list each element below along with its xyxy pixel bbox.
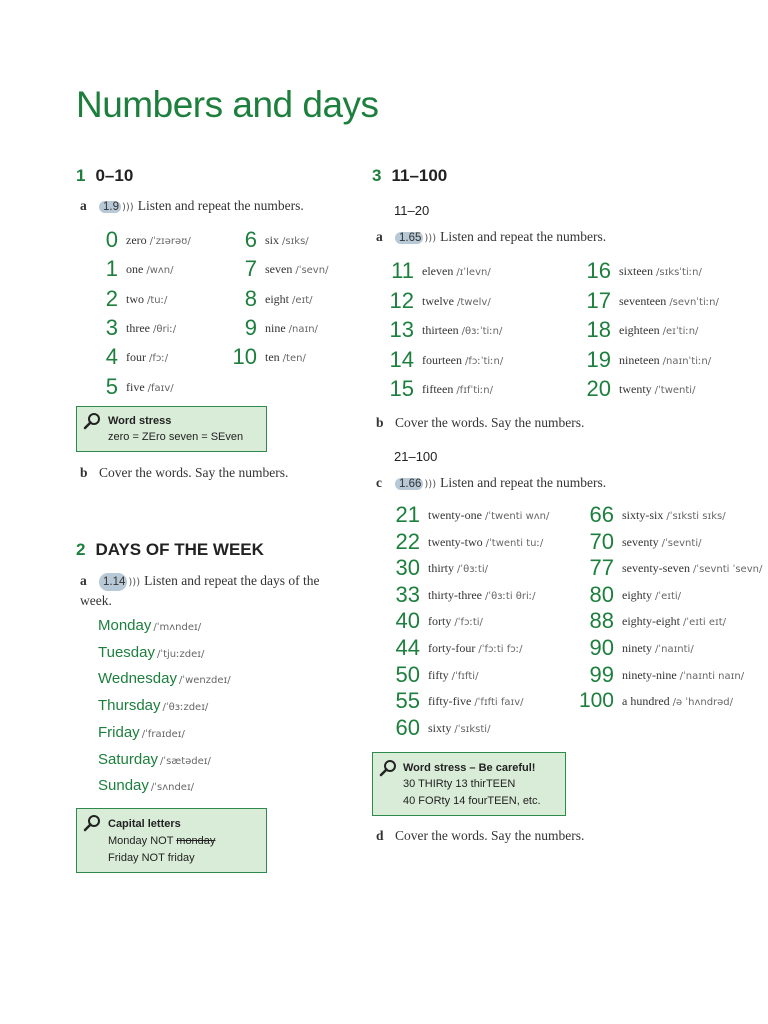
number-row bbox=[586, 317, 699, 343]
tip-line-2: Friday NOT friday bbox=[108, 852, 195, 864]
phonetic-transcription: /ˈtwenti tuː/ bbox=[485, 537, 544, 549]
number-digit: 88 bbox=[589, 608, 614, 634]
number-row bbox=[389, 346, 504, 373]
section-title: 11–100 bbox=[391, 166, 448, 185]
subheading-21-100: 21–100 bbox=[394, 449, 438, 464]
exercise-instruction: Cover the words. Say the numbers. bbox=[99, 465, 289, 480]
exercise-1a bbox=[80, 198, 304, 214]
number-row bbox=[105, 373, 174, 400]
phonetic-transcription: /sɪksˈtiːn/ bbox=[656, 267, 702, 278]
number-row bbox=[244, 227, 309, 253]
phonetic-transcription: /fɔːˈtiːn/ bbox=[464, 355, 504, 367]
audio-wave-icon[interactable]: ))) bbox=[424, 479, 437, 490]
phonetic-transcription: /ˈtwenti wʌn/ bbox=[484, 511, 550, 522]
number-word: four bbox=[126, 350, 146, 365]
section-number: 3 bbox=[372, 166, 382, 185]
exercise-letter: b bbox=[80, 465, 88, 480]
number-word: eighteen bbox=[619, 323, 660, 337]
section-1-heading bbox=[76, 166, 133, 186]
phonetic-transcription: /ˈsɪksti sɪks/ bbox=[666, 511, 726, 522]
number-digit: 1 bbox=[105, 256, 118, 282]
number-row bbox=[589, 528, 702, 555]
day-row bbox=[98, 670, 231, 688]
number-row bbox=[391, 258, 491, 284]
exercise-3d bbox=[376, 828, 584, 844]
number-word: thirty-three bbox=[428, 587, 482, 602]
number-digit: 10 bbox=[232, 344, 257, 370]
number-digit: 4 bbox=[105, 344, 118, 370]
number-word: ninety bbox=[622, 641, 652, 655]
exercise-instruction: Listen and repeat the numbers. bbox=[440, 229, 607, 244]
exercise-letter: b bbox=[376, 415, 384, 430]
number-row bbox=[395, 635, 523, 661]
exercise-1b bbox=[80, 465, 288, 481]
number-row bbox=[232, 344, 306, 370]
number-row bbox=[589, 581, 682, 608]
phonetic-transcription: /ˈθɜːti/ bbox=[457, 564, 488, 576]
number-row bbox=[395, 661, 479, 688]
number-row bbox=[586, 287, 719, 314]
number-row bbox=[586, 258, 702, 284]
phonetic-transcription: /naɪn/ bbox=[288, 323, 318, 335]
number-row bbox=[244, 256, 329, 282]
phonetic-transcription: /fɪfˈtiːn/ bbox=[456, 385, 493, 396]
number-row bbox=[395, 528, 544, 555]
tip-title: Word stress bbox=[108, 415, 172, 427]
day-name: Monday bbox=[98, 617, 152, 634]
number-row bbox=[395, 714, 491, 741]
number-word: ninety-nine bbox=[622, 667, 677, 682]
capital-letters-tip-box bbox=[76, 808, 267, 873]
day-row bbox=[98, 724, 185, 742]
phonetic-transcription: /sɪks/ bbox=[282, 236, 309, 247]
day-name: Wednesday bbox=[98, 670, 177, 688]
phonetic-transcription: /ˈmʌndeɪ/ bbox=[153, 622, 202, 633]
tip-line-2: 40 FORty 14 fourTEEN, etc. bbox=[403, 795, 541, 807]
section-title: 0–10 bbox=[95, 166, 134, 185]
day-name: Thursday bbox=[98, 697, 161, 715]
tip-title: Word stress – Be careful! bbox=[403, 762, 536, 774]
exercise-letter: a bbox=[80, 198, 87, 213]
number-digit: 7 bbox=[244, 256, 257, 282]
number-digit: 77 bbox=[589, 555, 614, 581]
number-word: sixteen bbox=[619, 264, 653, 278]
tip-line-1: 30 THIRty 13 thirTEEN bbox=[403, 778, 516, 790]
day-name: Saturday bbox=[98, 750, 159, 768]
phonetic-transcription: /ɪˈlevn/ bbox=[456, 267, 491, 278]
phonetic-transcription: /ˈfɔːti/ bbox=[454, 617, 483, 629]
number-digit: 99 bbox=[589, 661, 614, 687]
number-word: eighty-eight bbox=[622, 614, 680, 629]
number-row bbox=[395, 608, 483, 634]
phonetic-transcription: /ˈfraɪdeɪ/ bbox=[141, 728, 185, 740]
number-word: nineteen bbox=[619, 352, 660, 367]
number-digit: 5 bbox=[105, 373, 118, 399]
number-row bbox=[105, 256, 174, 282]
number-digit: 3 bbox=[105, 314, 118, 340]
number-word: thirteen bbox=[422, 323, 459, 337]
number-word: eighty bbox=[622, 587, 652, 602]
day-row bbox=[98, 777, 194, 795]
tip-line: zero = ZEro seven = SEven bbox=[108, 431, 244, 443]
day-name: Sunday bbox=[98, 777, 149, 795]
tip-line-1 bbox=[108, 835, 215, 847]
number-word: sixty bbox=[428, 720, 452, 735]
number-digit: 11 bbox=[391, 258, 414, 283]
number-row bbox=[589, 635, 694, 661]
section-3-heading bbox=[372, 166, 447, 186]
number-row bbox=[105, 314, 177, 341]
day-name: Tuesday bbox=[98, 643, 155, 661]
number-row bbox=[589, 608, 727, 634]
number-digit: 18 bbox=[586, 317, 611, 342]
number-word: three bbox=[126, 320, 150, 335]
audio-track-badge[interactable]: 1.14 bbox=[99, 573, 127, 591]
phonetic-transcription: /ten/ bbox=[282, 353, 306, 365]
number-word: seventy-seven bbox=[622, 561, 690, 576]
word-stress-careful-tip-box bbox=[372, 752, 566, 816]
phonetic-transcription: /twelv/ bbox=[457, 296, 491, 308]
number-word: forty-four bbox=[428, 641, 476, 655]
phonetic-transcription: /ə ˈhʌndrəd/ bbox=[672, 697, 734, 709]
exercise-3b bbox=[376, 415, 584, 431]
number-digit: 55 bbox=[395, 688, 420, 714]
number-row bbox=[389, 317, 503, 343]
phonetic-transcription: /faɪv/ bbox=[147, 382, 174, 394]
phonetic-transcription: /tuː/ bbox=[147, 294, 168, 306]
audio-track-badge[interactable]: 1.66 bbox=[395, 478, 423, 490]
number-row bbox=[395, 688, 524, 714]
exercise-instruction: Cover the words. Say the numbers. bbox=[395, 828, 585, 843]
phonetic-transcription: /ˈθɜːti θriː/ bbox=[484, 590, 536, 602]
number-word: fifteen bbox=[422, 382, 454, 396]
exercise-letter: c bbox=[376, 475, 382, 490]
number-row bbox=[105, 344, 169, 370]
phonetic-transcription: /θriː/ bbox=[152, 323, 177, 335]
section-number: 1 bbox=[76, 166, 86, 185]
phonetic-transcription: /ˈfɪfti/ bbox=[451, 670, 479, 682]
audio-wave-icon[interactable]: ))) bbox=[128, 577, 141, 588]
tip-struck-text: monday bbox=[176, 835, 216, 847]
number-row bbox=[105, 285, 168, 312]
number-word: thirty bbox=[428, 561, 454, 576]
phonetic-transcription: /ˈsætədeɪ/ bbox=[160, 755, 211, 767]
day-row bbox=[98, 617, 201, 635]
exercise-3a bbox=[376, 229, 606, 245]
number-row bbox=[586, 346, 712, 373]
number-word: twelve bbox=[422, 293, 454, 308]
number-digit: 8 bbox=[244, 285, 257, 311]
number-digit: 40 bbox=[395, 608, 420, 634]
number-word: twenty bbox=[619, 382, 652, 396]
number-word: seventy bbox=[622, 534, 659, 549]
number-row bbox=[389, 376, 493, 402]
number-digit: 6 bbox=[244, 227, 257, 252]
phonetic-transcription: /wʌn/ bbox=[146, 265, 174, 277]
phonetic-transcription: /ˈnaɪnti/ bbox=[655, 644, 694, 655]
exercise-letter: a bbox=[80, 573, 87, 588]
page-title: Numbers and days bbox=[76, 84, 379, 125]
phonetic-transcription: /ˈnaɪnti naɪn/ bbox=[679, 670, 745, 682]
subheading-11-20: 11–20 bbox=[394, 203, 430, 218]
number-word: one bbox=[126, 262, 144, 277]
number-digit: 9 bbox=[244, 314, 257, 340]
tip-title: Capital letters bbox=[108, 818, 181, 830]
phonetic-transcription: /eɪt/ bbox=[292, 294, 313, 306]
phonetic-transcription: /ˈsevn/ bbox=[295, 265, 329, 277]
phonetic-transcription: /ˈsɪksti/ bbox=[454, 723, 491, 735]
phonetic-transcription: /ˈeɪti eɪt/ bbox=[682, 617, 727, 629]
audio-track-badge[interactable]: 1.9 bbox=[99, 201, 121, 213]
section-number: 2 bbox=[76, 540, 86, 559]
number-row bbox=[395, 502, 550, 528]
exercise-3c bbox=[376, 475, 606, 491]
exercise-2a bbox=[80, 572, 340, 610]
phonetic-transcription: /ˈsevnti/ bbox=[661, 537, 702, 549]
number-row bbox=[589, 661, 745, 688]
section-2-heading bbox=[76, 540, 264, 560]
number-word: two bbox=[126, 291, 144, 306]
number-row bbox=[105, 227, 191, 253]
exercise-instruction: Listen and repeat the days of the week. bbox=[80, 573, 320, 608]
number-digit: 17 bbox=[586, 287, 611, 313]
number-word: seventeen bbox=[619, 293, 667, 308]
audio-track-badge[interactable]: 1.65 bbox=[395, 232, 423, 244]
number-digit: 2 bbox=[105, 285, 118, 311]
number-word: sixty-six bbox=[622, 508, 664, 522]
number-digit: 15 bbox=[389, 376, 414, 401]
number-digit: 20 bbox=[586, 376, 611, 401]
phonetic-transcription: /ˈtjuːzdeɪ/ bbox=[156, 648, 205, 660]
phonetic-transcription: /ˈθɜːzdeɪ/ bbox=[162, 702, 209, 714]
phonetic-transcription: /ˈfɔːti fɔː/ bbox=[478, 644, 523, 655]
number-word: nine bbox=[265, 320, 286, 335]
number-row bbox=[395, 581, 536, 608]
phonetic-transcription: /fɔː/ bbox=[149, 353, 169, 365]
day-row bbox=[98, 644, 204, 662]
number-digit: 14 bbox=[389, 346, 414, 372]
number-digit: 100 bbox=[578, 689, 614, 713]
phonetic-transcription: /naɪnˈtiːn/ bbox=[662, 355, 712, 367]
number-word: twenty-one bbox=[428, 508, 482, 522]
exercise-instruction: Cover the words. Say the numbers. bbox=[395, 415, 585, 430]
number-row bbox=[389, 287, 491, 314]
number-digit: 90 bbox=[589, 635, 614, 660]
number-row bbox=[244, 314, 318, 341]
number-digit: 50 bbox=[395, 661, 420, 687]
number-word: fifty-five bbox=[428, 694, 472, 709]
phonetic-transcription: /ˈwenzdeɪ/ bbox=[178, 675, 231, 687]
number-word: twenty-two bbox=[428, 534, 483, 549]
exercise-letter: a bbox=[376, 229, 383, 244]
phonetic-transcription: /eɪˈtiːn/ bbox=[662, 326, 699, 337]
phonetic-transcription: /sevnˈtiːn/ bbox=[669, 296, 719, 308]
phonetic-transcription: /ˈeɪti/ bbox=[655, 590, 682, 602]
day-name: Friday bbox=[98, 723, 140, 741]
phonetic-transcription: /ˈzɪərəʊ/ bbox=[149, 236, 191, 247]
exercise-instruction: Listen and repeat the numbers. bbox=[137, 198, 304, 213]
magnifier-icon bbox=[379, 759, 397, 777]
number-digit: 16 bbox=[586, 258, 611, 283]
day-row bbox=[98, 751, 211, 769]
magnifier-icon bbox=[83, 814, 101, 832]
number-row bbox=[244, 285, 313, 312]
number-word: six bbox=[265, 233, 280, 247]
number-row bbox=[395, 555, 488, 581]
number-digit: 30 bbox=[395, 555, 420, 581]
phonetic-transcription: /ˈsevnti ˈsevn/ bbox=[692, 564, 763, 576]
number-word: ten bbox=[265, 350, 280, 365]
number-row bbox=[578, 688, 734, 714]
number-word: seven bbox=[265, 262, 293, 277]
number-digit: 12 bbox=[389, 287, 414, 313]
magnifier-icon bbox=[83, 412, 101, 430]
number-word: eleven bbox=[422, 264, 454, 278]
number-digit: 44 bbox=[395, 635, 420, 660]
exercise-letter: d bbox=[376, 828, 384, 843]
number-word: fourteen bbox=[422, 352, 462, 367]
number-digit: 13 bbox=[389, 317, 414, 342]
tip-text: Monday NOT bbox=[108, 835, 177, 847]
number-digit: 21 bbox=[395, 502, 420, 527]
word-stress-tip-box bbox=[76, 406, 267, 452]
number-digit: 22 bbox=[395, 528, 420, 554]
phonetic-transcription: /ˈtwenti/ bbox=[654, 385, 696, 396]
number-word: forty bbox=[428, 614, 452, 629]
exercise-instruction: Listen and repeat the numbers. bbox=[440, 475, 607, 490]
number-row bbox=[586, 376, 696, 402]
number-digit: 70 bbox=[589, 528, 614, 554]
number-word: fifty bbox=[428, 667, 449, 682]
day-row bbox=[98, 697, 208, 715]
number-digit: 80 bbox=[589, 581, 614, 607]
number-digit: 0 bbox=[105, 227, 118, 252]
section-title: DAYS OF THE WEEK bbox=[95, 540, 264, 559]
number-row bbox=[589, 555, 763, 581]
audio-wave-icon[interactable]: ))) bbox=[424, 233, 437, 244]
number-row bbox=[589, 502, 726, 528]
number-digit: 19 bbox=[586, 346, 611, 372]
number-word: zero bbox=[126, 233, 147, 247]
number-word: a hundred bbox=[622, 694, 670, 709]
audio-wave-icon[interactable]: ))) bbox=[122, 202, 134, 213]
number-digit: 66 bbox=[589, 502, 614, 527]
number-word: five bbox=[126, 379, 145, 394]
phonetic-transcription: /ˈfɪfti faɪv/ bbox=[474, 697, 524, 709]
number-digit: 60 bbox=[395, 714, 420, 740]
number-word: eight bbox=[265, 291, 289, 306]
number-digit: 33 bbox=[395, 581, 420, 607]
phonetic-transcription: /ˈsʌndeɪ/ bbox=[150, 782, 195, 794]
phonetic-transcription: /θɜːˈtiːn/ bbox=[461, 326, 503, 337]
